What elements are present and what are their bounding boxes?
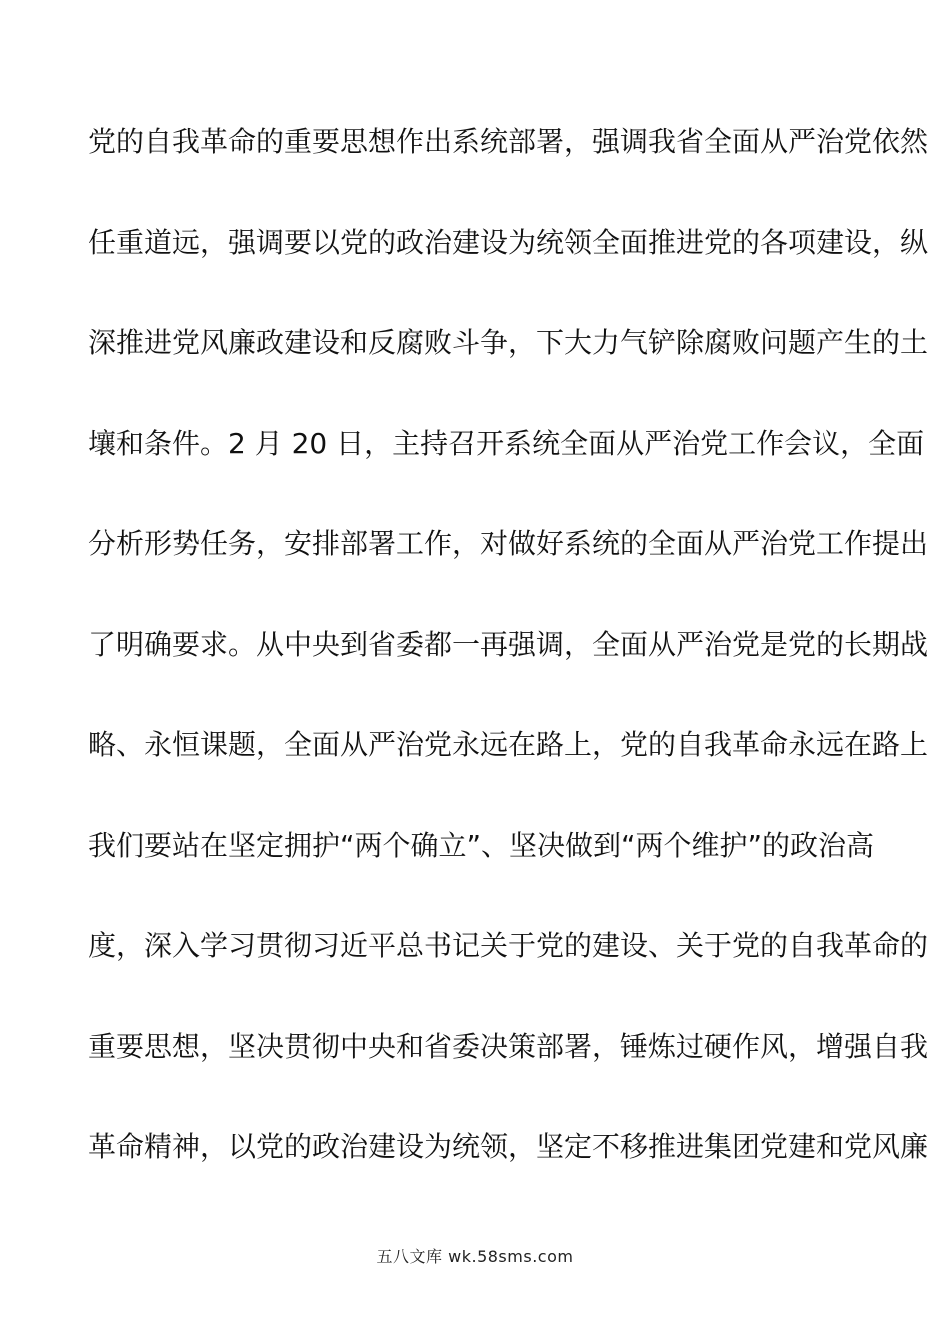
text-line: 了明确要求。从中央到省委都一再强调，全面从严治党是党的长期战 — [88, 627, 929, 661]
text-line: 度，深入学习贯彻习近平总书记关于党的建设、关于党的自我革命的 — [88, 929, 929, 962]
text-line: 任重道远，强调要以党的政治建设为统领全面推进党的各项建设，纵 — [88, 225, 929, 259]
text-line: 分析形势任务，安排部署工作，对做好系统的全面从严治党工作提出 — [88, 527, 929, 560]
text-line: 深推进党风廉政建设和反腐败斗争，下大力气铲除腐败问题产生的土 — [88, 326, 929, 359]
text-line: 党的自我革命的重要思想作出系统部署，强调我省全面从严治党依然 — [88, 125, 929, 158]
text-line: 壤和条件。2 月 20 日，主持召开系统全面从严治党工作会议，全面 — [88, 426, 925, 460]
footer-watermark: 五八文库 wk.58sms.com — [376, 1247, 574, 1266]
text-line: 革命精神，以党的政治建设为统领，坚定不移推进集团党建和党风廉 — [88, 1130, 929, 1163]
text-line: 我们要站在坚定拥护“两个确立”、坚决做到“两个维护”的政治高 — [88, 828, 875, 862]
text-line: 略、永恒课题，全面从严治党永远在路上，党的自我革命永远在路上 — [88, 728, 929, 761]
text-line: 重要思想，坚决贯彻中央和省委决策部署，锤炼过硬作风，增强自我 — [88, 1029, 929, 1063]
body-text — [88, 118, 929, 1224]
